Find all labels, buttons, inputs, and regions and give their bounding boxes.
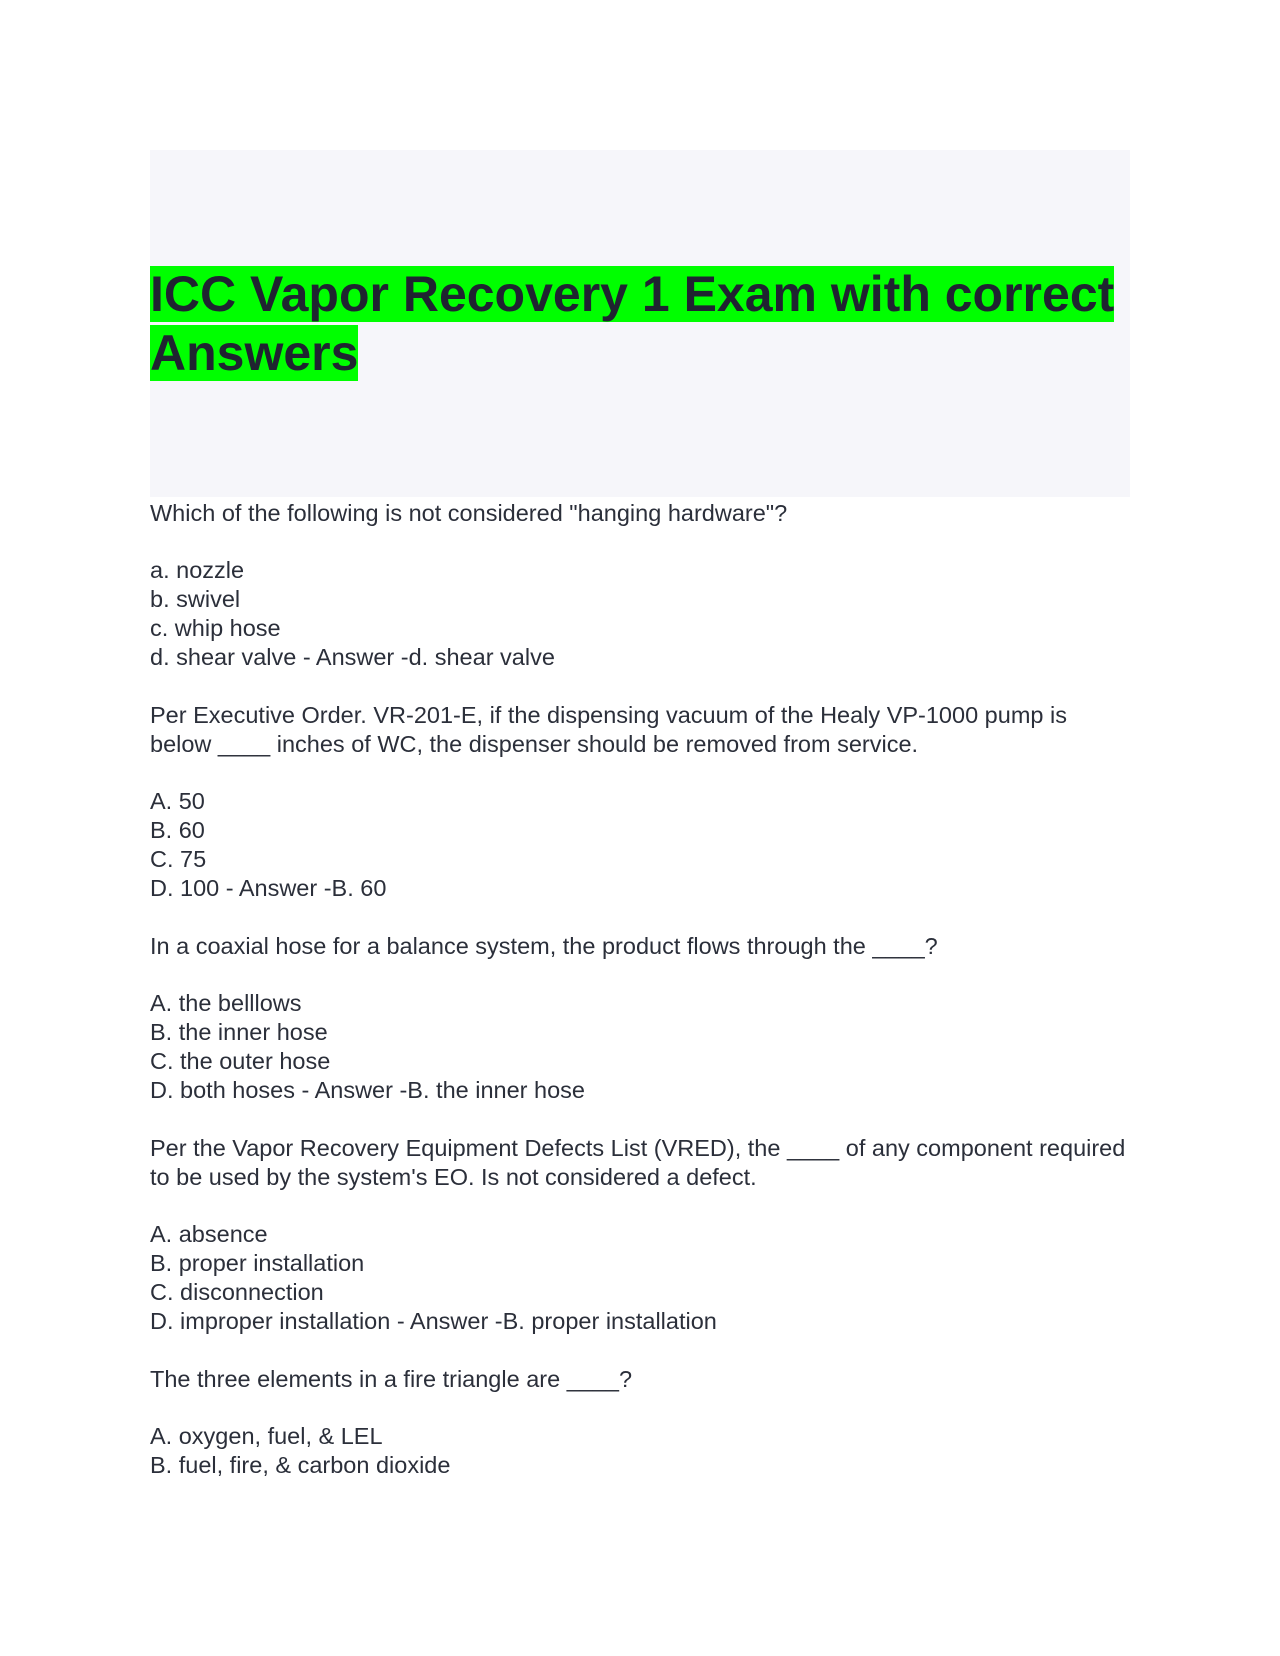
option-item: C. the outer hose <box>150 1048 331 1074</box>
option-item: B. proper installation <box>150 1250 365 1276</box>
option-item: b. swivel <box>150 586 241 612</box>
question-4 <box>150 1134 1130 1336</box>
option-item: D. 100 - Answer -B. 60 <box>150 875 387 901</box>
option-list <box>150 1422 1130 1480</box>
document-title <box>150 265 1130 383</box>
option-item: a. nozzle <box>150 557 245 583</box>
document-title-text: ICC Vapor Recovery 1 Exam with correct Answers <box>150 266 1115 381</box>
option-item: A. oxygen, fuel, & LEL <box>150 1423 383 1449</box>
question-text: Per the Vapor Recovery Equipment Defects List (VRED), the ____ of any component required to be used by the system's EO. Is not considered a defect. <box>150 1135 1126 1190</box>
option-item: B. fuel, fire, & carbon dioxide <box>150 1452 451 1478</box>
question-text: In a coaxial hose for a balance system, the product flows through the ____? <box>150 933 938 959</box>
option-list <box>150 787 1130 903</box>
question-text: The three elements in a fire triangle are ____? <box>150 1366 633 1392</box>
question-2 <box>150 701 1130 903</box>
question-5 <box>150 1365 1130 1480</box>
question-3 <box>150 932 1130 1105</box>
option-item: A. absence <box>150 1221 268 1247</box>
option-item: D. improper installation - Answer -B. proper installation <box>150 1308 717 1334</box>
option-item: B. 60 <box>150 817 205 843</box>
question-text: Which of the following is not considered "hanging hardware"? <box>150 500 788 526</box>
option-item: C. 75 <box>150 846 207 872</box>
option-list <box>150 556 1130 672</box>
question-1 <box>150 499 1130 672</box>
option-item: B. the inner hose <box>150 1019 328 1045</box>
question-text: Per Executive Order. VR-201-E, if the dispensing vacuum of the Healy VP-1000 pump is below ____ inches of WC, the dispenser should be removed from service. <box>150 702 1067 757</box>
option-list <box>150 1220 1130 1336</box>
option-item: c. whip hose <box>150 615 281 641</box>
option-item: C. disconnection <box>150 1279 324 1305</box>
option-item: d. shear valve - Answer -d. shear valve <box>150 644 555 670</box>
option-item: D. both hoses - Answer -B. the inner hose <box>150 1077 585 1103</box>
question-list <box>150 499 1130 1509</box>
option-item: A. the belllows <box>150 990 302 1016</box>
option-list <box>150 989 1130 1105</box>
option-item: A. 50 <box>150 788 205 814</box>
